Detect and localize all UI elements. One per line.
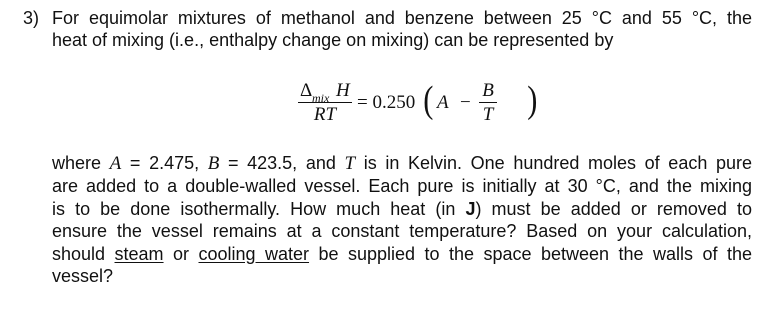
open-parenthesis: ( bbox=[423, 79, 434, 121]
intro-line-2: heat of mixing (i.e., enthalpy change on mixing) can be represented by bbox=[52, 30, 614, 51]
body-text: where bbox=[52, 153, 110, 173]
steam-option: steam bbox=[114, 243, 164, 264]
var-a-inline: A bbox=[109, 153, 122, 174]
body-text: is in Kelvin. One hundred moles of each pure bbox=[355, 153, 753, 173]
body-text: is to be done isothermally. How much heat (in bbox=[52, 198, 466, 219]
body-line-4: ensure the vessel remains at a constant temperature? Based on your calculation, bbox=[52, 221, 752, 242]
variable-a: A bbox=[437, 92, 449, 113]
variable-b: B bbox=[482, 80, 494, 101]
mix-subscript: mix bbox=[312, 91, 330, 105]
minus-sign: − bbox=[460, 92, 471, 113]
close-parenthesis: ) bbox=[527, 79, 538, 121]
fraction-bar-2 bbox=[479, 102, 497, 103]
body-line-3 bbox=[52, 198, 752, 220]
body-text: ) must be added or removed to bbox=[475, 198, 752, 219]
body-line-5 bbox=[52, 243, 752, 265]
enthalpy-symbol: H bbox=[336, 80, 350, 101]
body-text: = 2.475, bbox=[121, 153, 208, 173]
fraction-bar bbox=[298, 102, 352, 103]
question-body bbox=[52, 152, 752, 287]
body-line-2: are added to a double-walled vessel. Each pure is initially at 30 °C, and the mixing bbox=[52, 176, 752, 197]
var-t-inline: T bbox=[344, 153, 356, 174]
delta-symbol: Δ bbox=[300, 80, 313, 101]
question-intro bbox=[52, 7, 752, 52]
body-text: = 423.5, and bbox=[219, 153, 345, 173]
var-b-inline: B bbox=[207, 153, 220, 174]
unit-joule: J bbox=[465, 198, 476, 219]
body-line-1 bbox=[52, 152, 752, 175]
body-text: be supplied to the space between the walls of the bbox=[309, 243, 752, 264]
variable-t: T bbox=[482, 104, 494, 125]
body-line-6: vessel? bbox=[52, 266, 114, 287]
body-text: or bbox=[163, 243, 199, 264]
fraction-numerator bbox=[298, 80, 352, 105]
heat-of-mixing-equation bbox=[298, 78, 558, 136]
body-text: should bbox=[52, 243, 115, 264]
equation-coefficient: = 0.250 bbox=[357, 92, 416, 113]
intro-line-1: For equimolar mixtures of methanol and benzene between 25 °C and 55 °C, the bbox=[52, 8, 752, 28]
question-number: 3) bbox=[23, 8, 40, 28]
fraction-denominator: RT bbox=[313, 104, 337, 125]
cooling-water-option: cooling water bbox=[198, 243, 310, 264]
